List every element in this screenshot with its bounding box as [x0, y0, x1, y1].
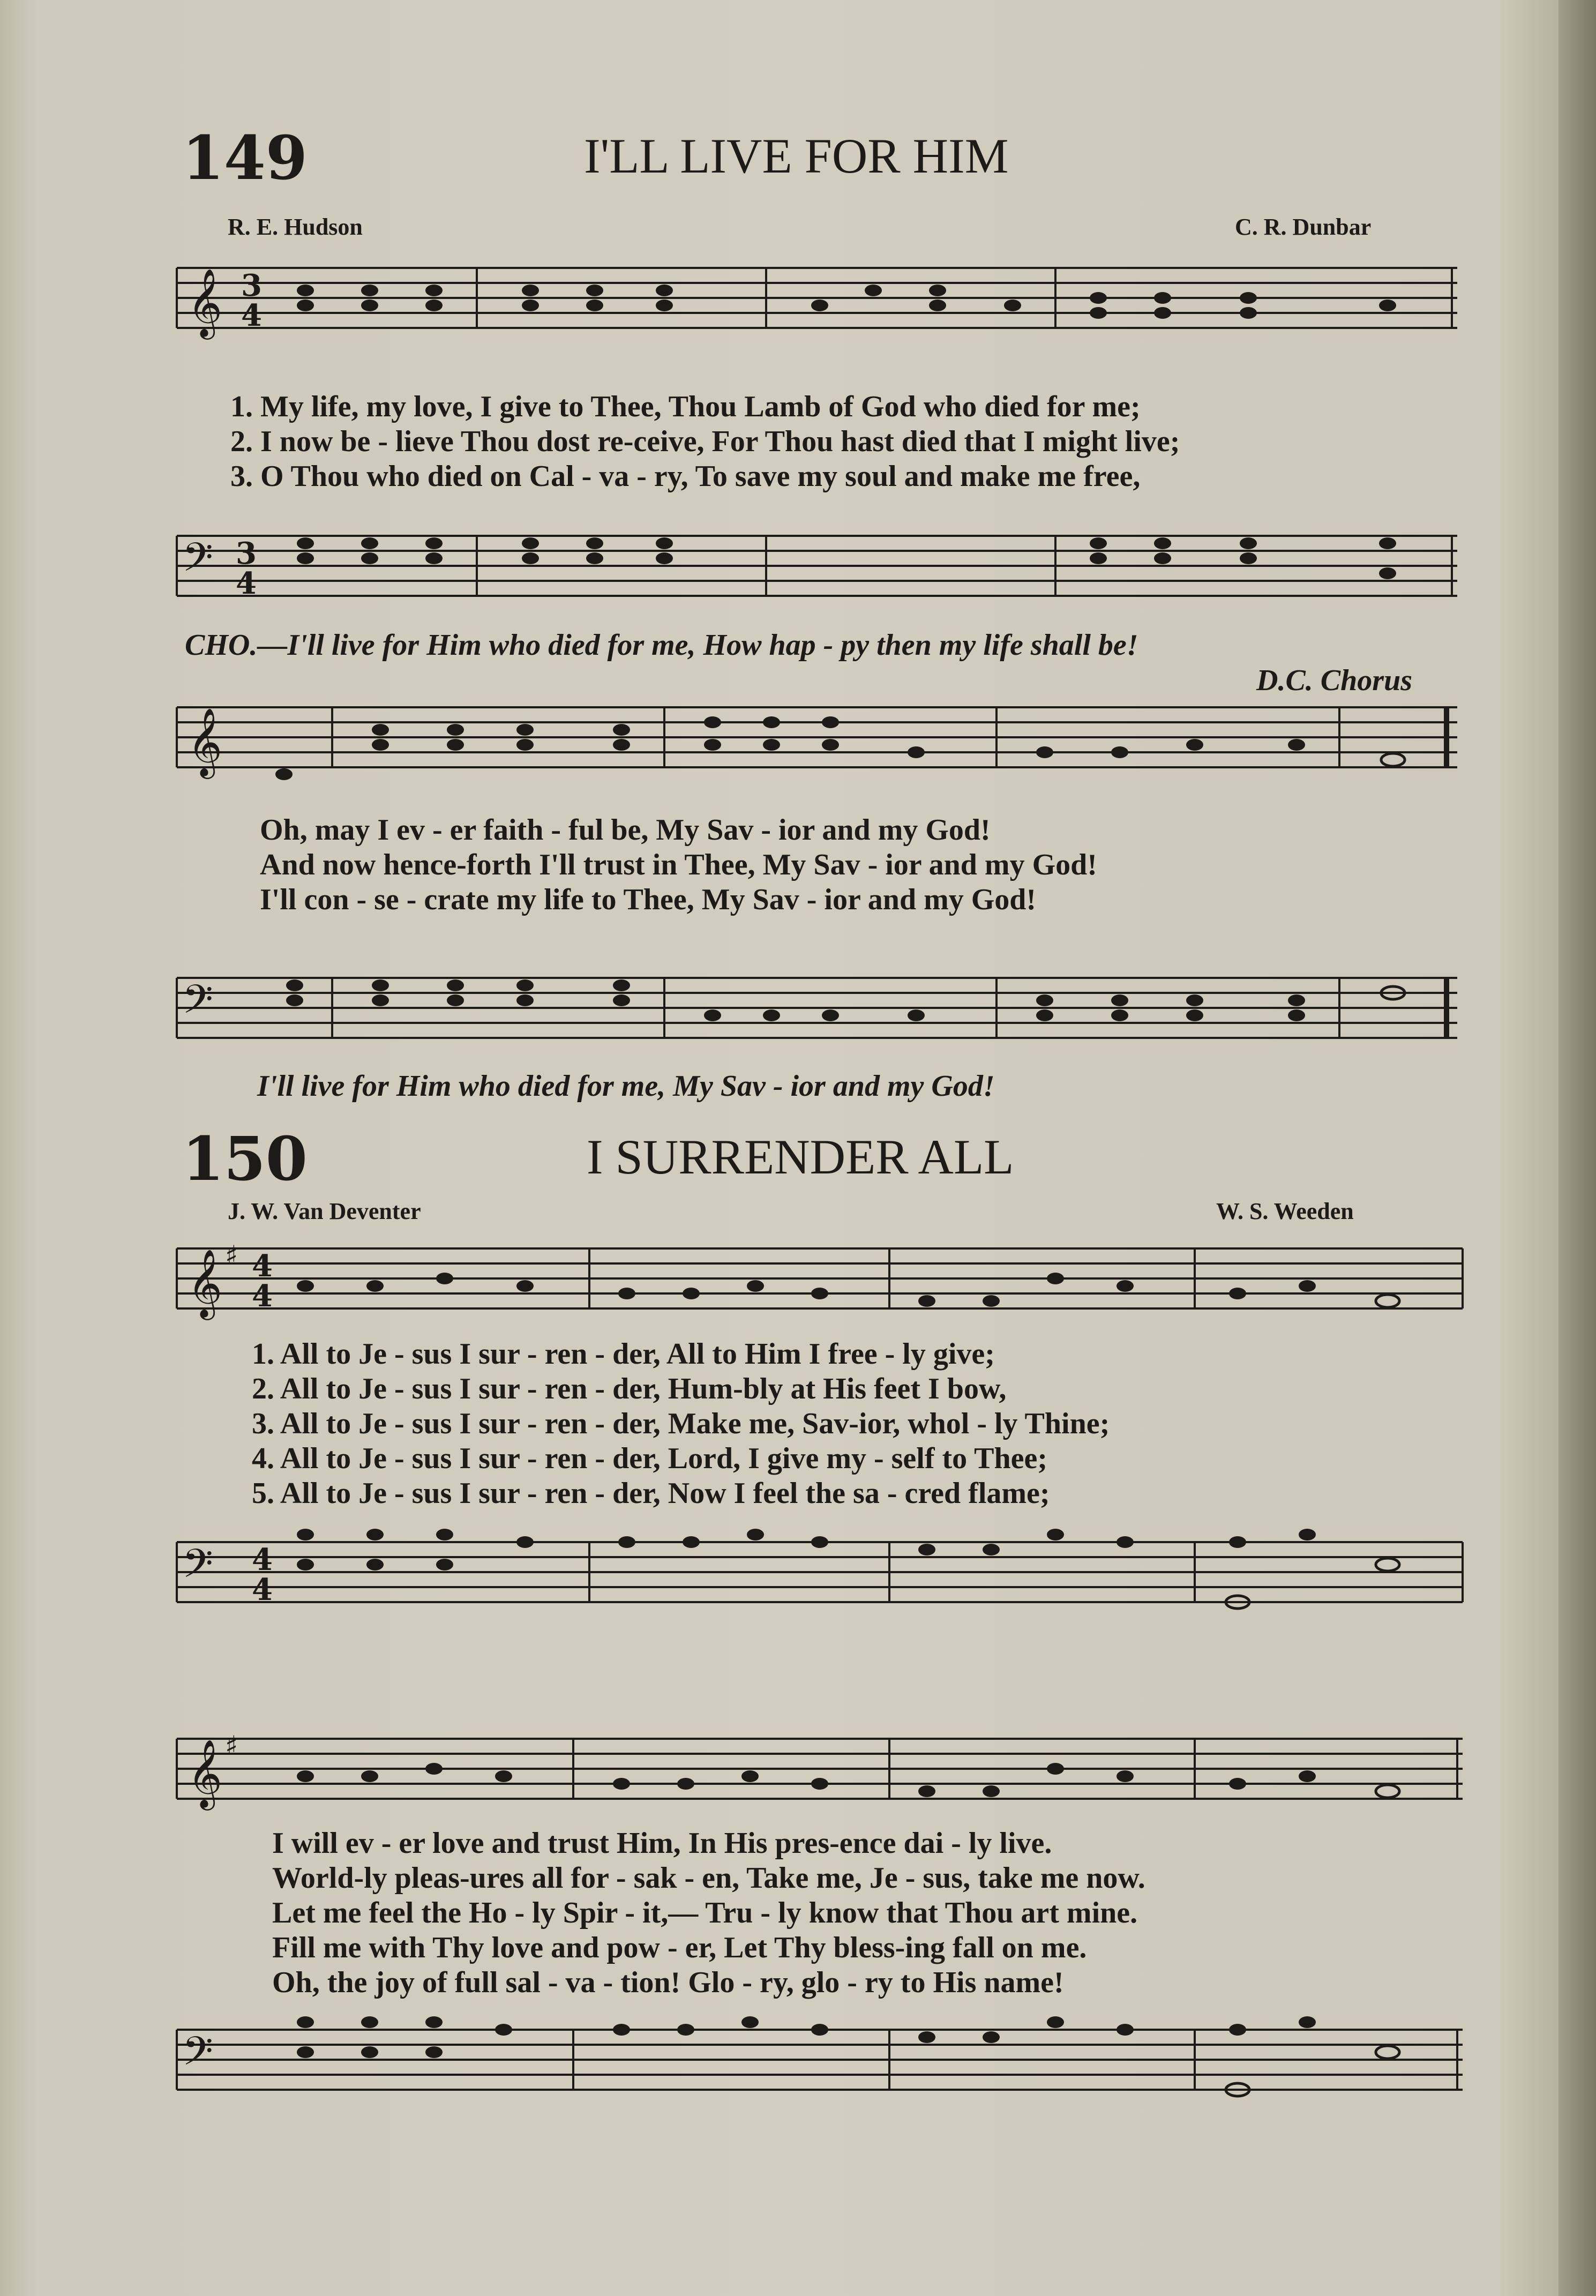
- hymn-150-verse-4-line-a: 4. All to Je - sus I sur - ren - der, Lord, I give my - self to Thee;: [252, 1442, 1047, 1475]
- book-spine-shadow: [1558, 0, 1596, 2296]
- hymn-149-verse-2-line-b: And now hence-forth I'll trust in Thee, My Sav - ior and my God!: [260, 848, 1097, 881]
- svg-text:4: 4: [236, 566, 257, 601]
- hymn-150-verse-3-line-b: Let me feel the Ho - ly Spir - it,— Tru - ly know that Thou art mine.: [272, 1896, 1138, 1929]
- svg-text:♯: ♯: [225, 1240, 238, 1271]
- hymn-150-verse-1-line-b: I will ev - er love and trust Him, In His pres-ence dai - ly live.: [272, 1827, 1052, 1860]
- svg-text:𝄞: 𝄞: [188, 1248, 223, 1317]
- hymn-149-composer: C. R. Dunbar: [1235, 214, 1372, 240]
- hymn-150-number: 150: [182, 1124, 308, 1194]
- svg-text:𝄢: 𝄢: [182, 2028, 213, 2084]
- svg-text:𝄞: 𝄞: [188, 1739, 223, 1807]
- hymn-149-dc-label: D.C. Chorus: [1256, 664, 1413, 697]
- hymn-150-verse-2-line-b: World-ly pleas-ures all for - sak - en, Take me, Je - sus, take me now.: [272, 1861, 1145, 1895]
- hymn-149-verse-1-line-a: 1. My life, my love, I give to Thee, Thou Lamb of God who died for me;: [230, 390, 1141, 423]
- hymn-149-number: 149: [182, 123, 308, 193]
- svg-text:♯: ♯: [225, 1730, 238, 1761]
- hymn-150-verse-5-line-b: Oh, the joy of full sal - va - tion! Glo - ry, glo - ry to His name!: [272, 1966, 1064, 1999]
- hymn-150-treble-staff-2: [177, 1730, 1463, 1814]
- hymn-149-bass-staff-2: [177, 973, 1457, 1053]
- svg-text:3: 3: [236, 536, 257, 571]
- hymn-149-bass-staff-1: [177, 530, 1457, 611]
- svg-text:𝄢: 𝄢: [182, 534, 213, 590]
- svg-text:4: 4: [252, 1278, 273, 1314]
- hymn-149-bottom-lyric: I'll live for Him who died for me, My Sav - ior and my God!: [257, 1070, 995, 1103]
- svg-text:4: 4: [252, 1542, 273, 1577]
- hymn-150-bass-staff-1: [177, 1522, 1463, 1634]
- svg-text:4: 4: [241, 298, 262, 333]
- hymn-150-title: I SURRENDER ALL: [587, 1130, 1014, 1184]
- svg-text:4: 4: [252, 1248, 273, 1284]
- hymn-149-chorus-line: CHO.—I'll live for Him who died for me, How hap - py then my life shall be!: [185, 629, 1138, 662]
- svg-text:𝄞: 𝄞: [188, 707, 223, 776]
- hymn-149-verse-3-line-b: I'll con - se - crate my life to Thee, My Sav - ior and my God!: [260, 883, 1037, 916]
- svg-text:𝄢: 𝄢: [182, 1540, 213, 1597]
- hymn-150-verse-5-line-a: 5. All to Je - sus I sur - ren - der, Now I feel the sa - cred flame;: [252, 1477, 1050, 1510]
- hymn-149-treble-staff-2: [177, 702, 1457, 782]
- hymn-149-lyricist: R. E. Hudson: [228, 214, 363, 240]
- hymn-150-verse-2-line-a: 2. All to Je - sus I sur - ren - der, Hum-bly at His feet I bow,: [252, 1372, 1007, 1405]
- hymn-150-bass-staff-2: [177, 2009, 1463, 2149]
- hymn-150-lyricist: J. W. Van Deventer: [228, 1198, 421, 1224]
- hymn-150-treble-staff-1: [177, 1240, 1463, 1323]
- svg-text:𝄢: 𝄢: [182, 976, 213, 1033]
- hymn-150-verse-3-line-a: 3. All to Je - sus I sur - ren - der, Make me, Sav-ior, whol - ly Thine;: [252, 1407, 1110, 1440]
- svg-text:3: 3: [241, 268, 262, 303]
- hymn-149-verse-3-line-a: 3. O Thou who died on Cal - va - ry, To save my soul and make me free,: [230, 460, 1141, 493]
- svg-text:4: 4: [252, 1572, 273, 1607]
- hymn-149-title: I'LL LIVE FOR HIM: [584, 129, 1009, 183]
- hymn-149-verse-2-line-a: 2. I now be - lieve Thou dost re-ceive, For Thou hast died that I might live;: [230, 425, 1180, 458]
- hymn-149-treble-staff-1: [177, 263, 1457, 343]
- hymn-150-composer: W. S. Weeden: [1216, 1198, 1354, 1224]
- svg-text:𝄞: 𝄞: [188, 268, 223, 336]
- hymn-150-verse-1-line-a: 1. All to Je - sus I sur - ren - der, All to Him I free - ly give;: [252, 1337, 995, 1371]
- hymn-150-verse-4-line-b: Fill me with Thy love and pow - er, Let Thy bless-ing fall on me.: [272, 1931, 1087, 1964]
- hymn-149-verse-1-line-b: Oh, may I ev - er faith - ful be, My Sav - ior and my God!: [260, 813, 991, 847]
